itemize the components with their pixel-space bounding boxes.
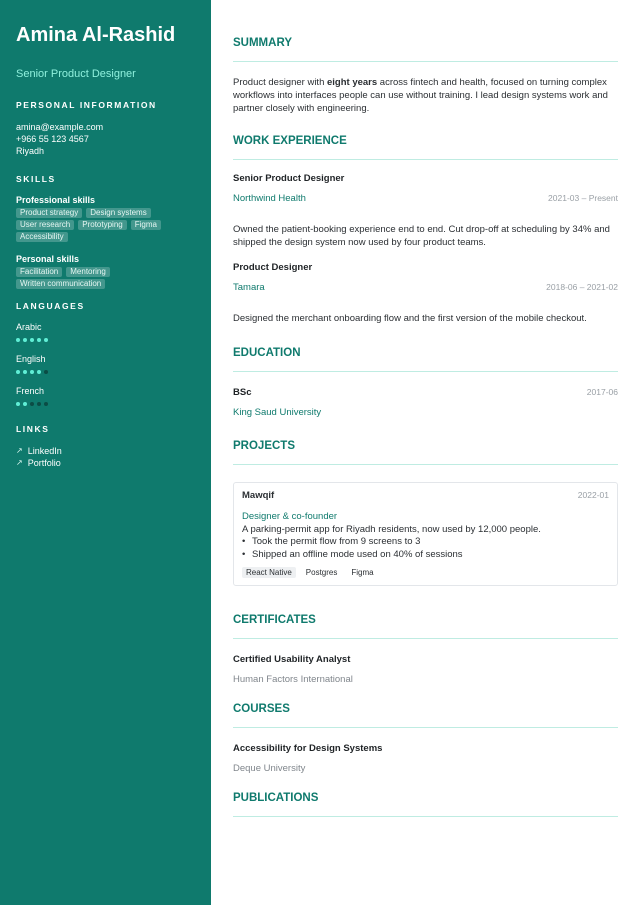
personal-skills-list <box>16 267 195 289</box>
education-entry <box>233 387 618 418</box>
skill-tag: Prototyping <box>78 220 126 230</box>
education-section <box>233 347 618 418</box>
links-section <box>16 424 195 469</box>
language-item <box>16 322 195 342</box>
level-dot <box>37 370 41 374</box>
entry-meta <box>233 387 618 398</box>
sidebar <box>0 0 211 905</box>
experience-entry <box>233 173 618 249</box>
level-dot <box>23 338 27 342</box>
professional-skills-list <box>16 208 195 242</box>
employer: Tamara <box>233 282 265 293</box>
level-dot <box>16 402 20 406</box>
location-text: Riyadh <box>16 146 45 156</box>
job-title: Product Designer <box>233 262 313 273</box>
language-name: French <box>16 386 45 396</box>
skill-tag: Design systems <box>86 208 150 218</box>
highlight-item: • Shipped an offline mode used on 40% of sessions <box>242 548 609 561</box>
skill-tag: Facilitation <box>16 267 62 277</box>
skill-tag: Mentoring <box>66 267 110 277</box>
tech-tag: Postgres <box>305 568 338 577</box>
main-content <box>211 0 640 905</box>
course-entry <box>233 743 618 774</box>
tech-tag: Figma <box>351 568 374 577</box>
job-description: Owned the patient-booking experience end to end. Cut drop-off at scheduling by 34% and shipped the design system now used by four product teams. <box>233 224 610 248</box>
level-dot <box>23 370 27 374</box>
entry-meta <box>233 282 618 293</box>
personal-info-section <box>16 100 195 157</box>
summary-part: across fintech and health, focused on turning complex workflows into interfaces people can use without training. I lead design systems work and partner closely with engineering. <box>233 77 608 114</box>
project-header <box>242 490 609 501</box>
tech-tag: React Native <box>242 567 296 578</box>
skill-tag: Product strategy <box>16 208 82 218</box>
summary-part: Product designer with <box>233 77 327 88</box>
languages-heading: LANGUAGES <box>16 301 85 311</box>
links-heading: LINKS <box>16 424 50 434</box>
experience-heading: WORK EXPERIENCE <box>233 135 618 160</box>
candidate-role: Senior Product Designer <box>16 68 136 80</box>
projects-heading: PROJECTS <box>233 440 618 465</box>
level-dot <box>37 338 41 342</box>
summary-text <box>233 76 618 115</box>
language-level-dots <box>16 338 195 342</box>
graduation-date: 2017-06 <box>586 387 618 397</box>
publications-heading: PUBLICATIONS <box>233 792 618 817</box>
project-role: Designer & co-founder <box>242 511 338 522</box>
language-name: Arabic <box>16 322 42 332</box>
skill-tag: Written communication <box>16 279 105 289</box>
summary-heading: SUMMARY <box>233 37 618 62</box>
link-linkedin[interactable] <box>16 445 195 457</box>
level-dot <box>44 402 48 406</box>
level-dot <box>30 402 34 406</box>
language-item <box>16 386 195 406</box>
summary-highlight: eight years <box>327 77 378 88</box>
level-dot <box>44 338 48 342</box>
experience-entry <box>233 262 618 325</box>
courses-section <box>233 703 618 774</box>
skill-tag: Accessibility <box>16 232 68 242</box>
personal-skills-heading: Personal skills <box>16 254 80 264</box>
entry-meta <box>233 193 618 204</box>
publications-section <box>233 792 618 817</box>
skill-tag: Figma <box>131 220 161 230</box>
level-dot <box>23 402 27 406</box>
project-date: 2022-01 <box>577 490 609 500</box>
course-title: Accessibility for Design Systems <box>233 743 383 754</box>
link-label: LinkedIn <box>27 446 62 456</box>
course-issuer: Deque University <box>233 763 306 774</box>
employer: Northwind Health <box>233 193 306 204</box>
project-description: A parking-permit app for Riyadh residents, now used by 12,000 people. <box>242 524 541 535</box>
level-dot <box>44 370 48 374</box>
summary-section <box>233 37 618 115</box>
degree: BSc <box>233 387 252 398</box>
phone-text[interactable]: +966 55 123 4567 <box>16 134 89 144</box>
external-link-icon: ↗ <box>16 458 23 467</box>
level-dot <box>16 370 20 374</box>
level-dot <box>30 338 34 342</box>
email-text[interactable]: amina@example.com <box>16 122 104 132</box>
language-item <box>16 354 195 374</box>
education-heading: EDUCATION <box>233 347 618 372</box>
date-range: 2021-03 – Present <box>548 193 618 203</box>
link-portfolio[interactable] <box>16 457 195 469</box>
language-name: English <box>16 354 46 364</box>
certificate-entry <box>233 654 618 685</box>
language-level-dots <box>16 402 195 406</box>
level-dot <box>37 402 41 406</box>
courses-heading: COURSES <box>233 703 618 728</box>
job-title: Senior Product Designer <box>233 173 345 184</box>
date-range: 2018-06 – 2021-02 <box>546 282 618 292</box>
skills-section <box>16 174 195 289</box>
school: King Saud University <box>233 407 322 418</box>
certificate-issuer: Human Factors International <box>233 674 353 685</box>
language-level-dots <box>16 370 195 374</box>
certificates-heading: CERTIFICATES <box>233 614 618 639</box>
candidate-name: Amina Al-Rashid <box>16 24 176 46</box>
skill-tag: User research <box>16 220 74 230</box>
professional-skills-heading: Professional skills <box>16 195 96 205</box>
personal-info-heading: PERSONAL INFORMATION <box>16 100 157 110</box>
link-label: Portfolio <box>27 458 61 468</box>
highlight-item: • Took the permit flow from 9 screens to 3 <box>242 535 609 548</box>
external-link-icon: ↗ <box>16 446 23 455</box>
experience-section <box>233 135 618 325</box>
project-card <box>233 482 618 586</box>
project-highlights <box>242 535 609 561</box>
level-dot <box>16 338 20 342</box>
languages-section <box>16 301 195 406</box>
level-dot <box>30 370 34 374</box>
project-tech-tags <box>242 567 609 578</box>
skills-heading: SKILLS <box>16 174 56 184</box>
projects-section <box>233 440 618 586</box>
certificates-section <box>233 614 618 685</box>
certificate-title: Certified Usability Analyst <box>233 654 351 665</box>
project-name: Mawqif <box>242 490 275 501</box>
job-description: Designed the merchant onboarding flow and the first version of the mobile checkout. <box>233 313 587 324</box>
